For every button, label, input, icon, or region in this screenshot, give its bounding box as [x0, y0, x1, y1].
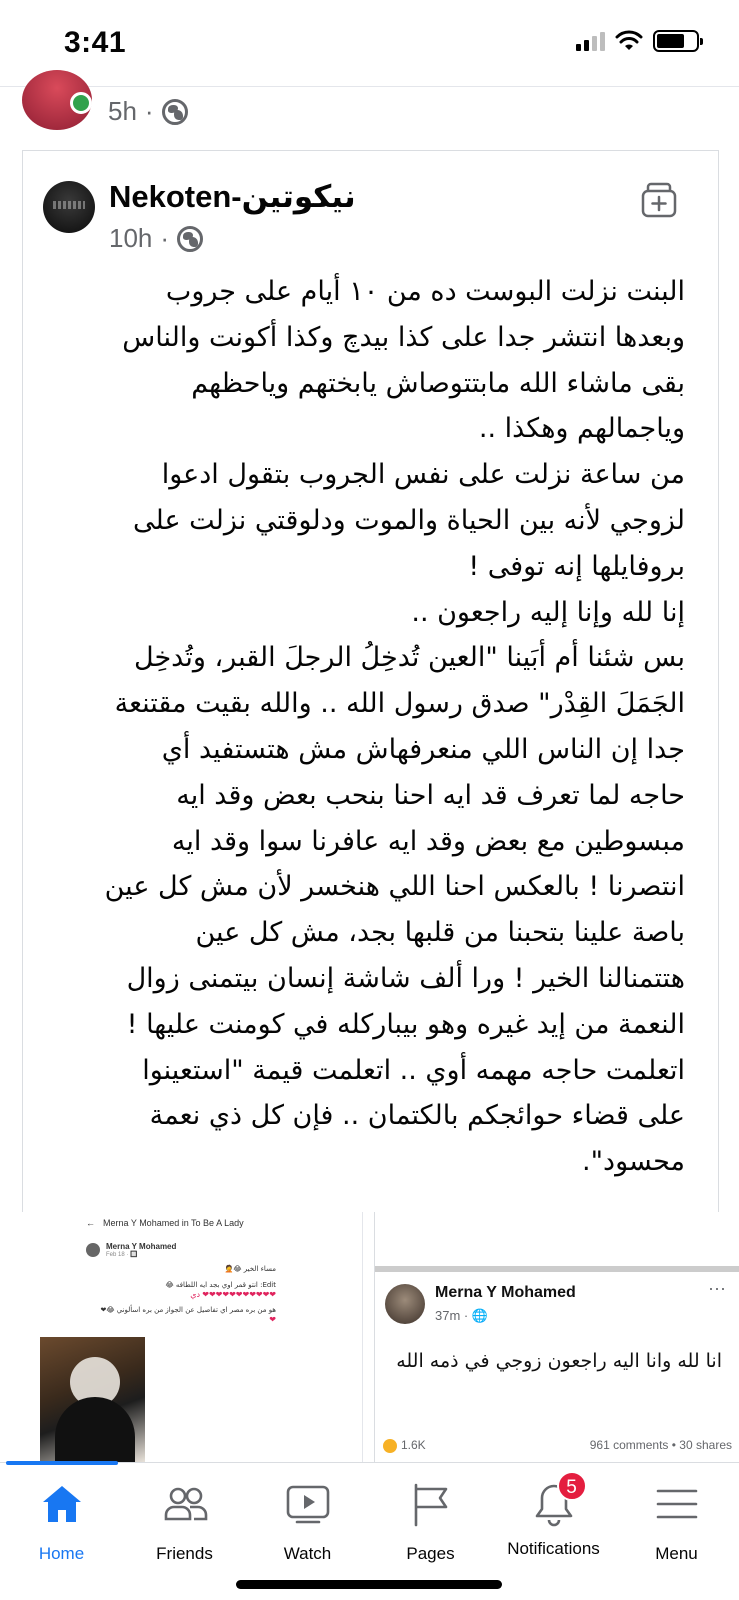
- tab-menu[interactable]: [615, 1481, 738, 1571]
- screenshot-author: Merna Y Mohamed: [106, 1242, 177, 1251]
- tab-label: Pages: [406, 1544, 455, 1563]
- home-icon: [39, 1481, 85, 1527]
- avatar: [86, 1243, 100, 1257]
- status-time: 3:41: [64, 26, 127, 59]
- watch-icon: [285, 1481, 331, 1527]
- screenshot-heart: ❤: [269, 1315, 276, 1324]
- reaction-count: 1.6K: [383, 1438, 426, 1453]
- tab-friends[interactable]: [123, 1481, 246, 1571]
- globe-icon: [162, 99, 188, 125]
- tab-watch[interactable]: [246, 1481, 369, 1571]
- post-attachments: [0, 1212, 739, 1462]
- screenshot-author: Merna Y Mohamed: [435, 1284, 576, 1301]
- wifi-icon: [615, 30, 643, 52]
- pages-flag-icon: [408, 1481, 454, 1527]
- screenshot-post: [375, 1272, 739, 1462]
- screenshot-text: مساء الخير 😂🤦: [224, 1265, 276, 1273]
- meta-separator: ·: [160, 223, 170, 253]
- post-time[interactable]: 10h: [109, 223, 153, 253]
- globe-icon: [177, 226, 203, 252]
- cellular-signal-icon: [576, 31, 605, 51]
- save-post-icon[interactable]: [640, 181, 678, 219]
- tab-pages[interactable]: [369, 1481, 492, 1571]
- bell-icon-wrap: [531, 1477, 577, 1527]
- screenshot-text: هو من بره مصر اي تفاصيل عن الجواز من بره اسألوني 😂❤: [100, 1306, 276, 1314]
- tab-label: Menu: [655, 1544, 698, 1563]
- screenshot-header: [86, 1212, 276, 1234]
- screenshot-time: 37m · 🌐: [435, 1308, 489, 1323]
- tab-label: Friends: [156, 1544, 213, 1563]
- screenshot-date: Feb 18 · 🔲: [106, 1252, 138, 1258]
- screenshot-text: انا لله وانا اليه راجعون زوجي في ذمه الله: [396, 1350, 722, 1372]
- post-header-sharer: [0, 88, 739, 138]
- active-tab-indicator: [6, 1461, 118, 1465]
- hamburger-menu-icon: [654, 1481, 700, 1527]
- sad-reaction-icon: [383, 1439, 397, 1453]
- meta-separator: ·: [144, 96, 154, 126]
- tab-notifications[interactable]: [492, 1477, 615, 1571]
- comments-shares-count: 961 comments • 30 shares: [589, 1438, 732, 1452]
- back-arrow-icon: ←: [86, 1218, 95, 1228]
- tab-label: Home: [38, 1544, 85, 1563]
- battery-icon: [653, 30, 699, 52]
- post-body-text: البنت نزلت البوست ده من ١٠ أيام على جروب وبعدها انتشر جدا على كذا بيدچ وكذا أكونت والناس بقى ماشاء الله مابتتوصاش يابختهم وياحظهم وياجمالهم وهكذا .. من ساعة نزلت على نفس الجروب بتقول ادعوا لزوجي لأنه بين الحياة والموت ودلوقتي نزلت على بروفايلها إنه توفى ! إنا لله وإنا إليه راجعون .. بس شئنا أم أبَينا "العين تُدخِلُ الرجلَ القبر، وتُدخِل الجَمَلَ القِدْر" صدق رسول الله .. والله بقيت مقتنعة جدا إن الناس اللي منعرفهاش مش هتستفيد أي حاجه لما تعرف قد ايه احنا بنحب بعض وقد ايه مبسوطين مع بعض وقد ايه عافرنا سوا وقد ايه انتصرنا ! بالعكس احنا اللي هنخسر لأن مش كل عين باصة علينا بتحبنا من قلبها بجد، مش كل عين هتتمنالنا الخير ! ورا ألف شاشة إنسان بيتمنى زوال النعمة من إيد غيره وهو بيباركله في كومنت عليها ! اتعلمت حاجه مهمه أوي .. اتعلمت قيمة "استعينوا على قضاء حوائجكم بالكتمان .. فإن كل ذي نعمة محسود".: [104, 276, 685, 1178]
- wedding-photo: [40, 1337, 145, 1462]
- screenshot-author-row: [86, 1242, 276, 1258]
- tab-label: Notifications: [507, 1539, 600, 1558]
- screenshot-stats: [383, 1438, 732, 1453]
- shared-post-author[interactable]: Nekoten-نيكوتين: [109, 179, 356, 214]
- shared-post-card: [22, 150, 719, 1212]
- tab-label: Watch: [283, 1544, 332, 1563]
- status-bar: [0, 0, 739, 88]
- tab-home[interactable]: [0, 1481, 123, 1571]
- friends-icon: [162, 1481, 208, 1527]
- home-indicator[interactable]: [236, 1580, 502, 1589]
- divider: [0, 86, 739, 87]
- more-options-icon: ···: [708, 1278, 726, 1298]
- attachment-screenshot-left[interactable]: [0, 1212, 363, 1462]
- screenshot-hearts: ❤❤❤❤❤❤❤❤❤❤❤ دي: [190, 1290, 276, 1299]
- post-time[interactable]: 5h: [108, 96, 137, 126]
- status-icons: [576, 30, 699, 52]
- screenshot-text: Edit: انتو قمر اوي بجد ايه اللطافه 😂: [165, 1281, 276, 1289]
- avatar: [385, 1284, 425, 1324]
- post-meta: [108, 96, 188, 127]
- avatar[interactable]: [43, 181, 95, 233]
- screenshot-group-title: Merna Y Mohamed in To Be A Lady: [103, 1218, 244, 1228]
- post-meta: [109, 223, 203, 254]
- notification-badge: 5: [557, 1471, 587, 1501]
- online-status-icon: [70, 92, 92, 114]
- attachment-screenshot-right[interactable]: [374, 1212, 739, 1462]
